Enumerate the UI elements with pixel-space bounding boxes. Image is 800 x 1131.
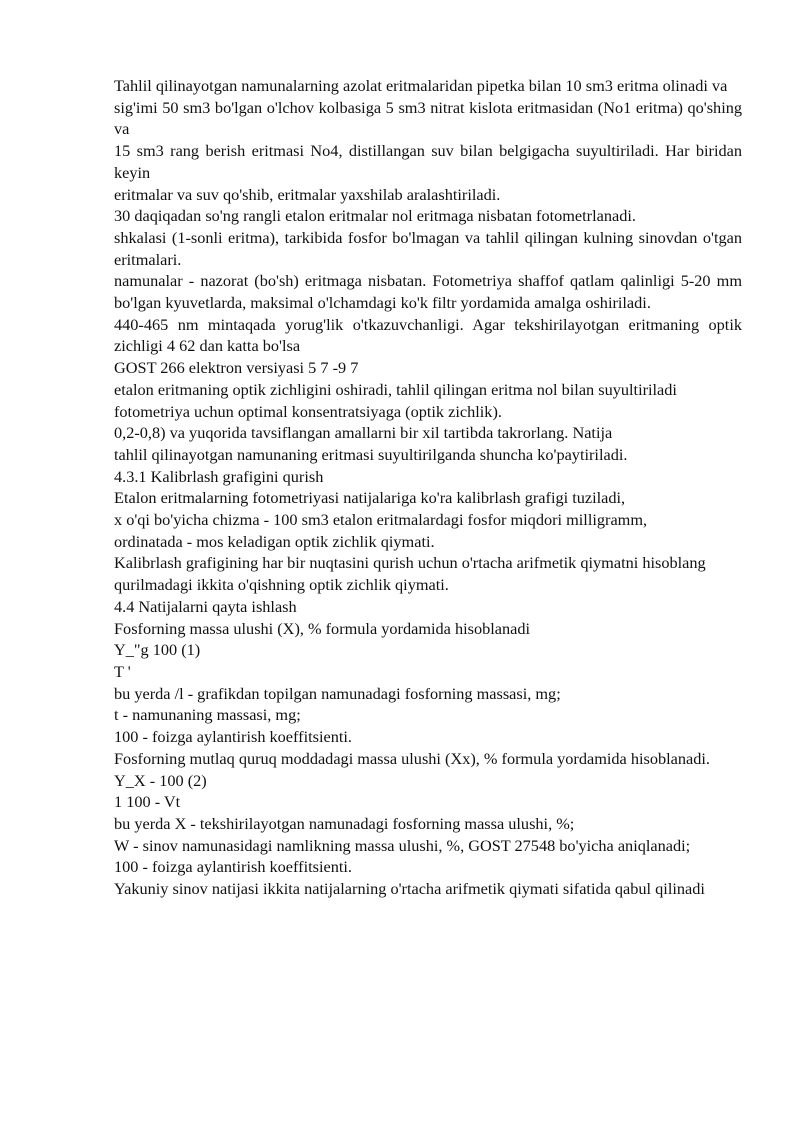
- paragraph: 0,2-0,8) va yuqorida tavsiflangan amallarni bir xil tartibda takrorlang. Natija: [114, 423, 613, 443]
- paragraph: 100 - foizga aylantirish koeffitsienti.: [114, 727, 352, 747]
- formula-line: Y_"g 100 (1): [114, 640, 201, 660]
- paragraph: W - sinov namunasidagi namlikning massa ulushi, %, GOST 27548 bo'yicha aniqlanadi;: [114, 835, 691, 855]
- paragraph: tahlil qilinayotgan namunaning eritmasi suyultirilganda shuncha ko'paytiriladi.: [114, 444, 628, 464]
- paragraph: eritmalar va suv qo'shib, eritmalar yaxshilab aralashtiriladi.: [114, 184, 501, 204]
- paragraph: shkalasi (1-sonli eritma), tarkibida fosfor bo'lmagan va tahlil qilingan kulning sinovdan o'tgan eritmalari.: [114, 227, 742, 269]
- paragraph: ordinatada - mos keladigan optik zichlik qiymati.: [114, 531, 435, 551]
- paragraph: etalon eritmaning optik zichligini oshiradi, tahlil qilingan eritma nol bilan suyultiriladi: [114, 379, 677, 399]
- paragraph: qurilmadagi ikkita o'qishning optik zichlik qiymati.: [114, 575, 449, 595]
- paragraph: Etalon eritmalarning fotometriyasi natijalariga ko'ra kalibrlash grafigi tuziladi,: [114, 488, 626, 508]
- formula-line: T ': [114, 661, 131, 681]
- paragraph: 30 daqiqadan so'ng rangli etalon eritmalar nol eritmaga nisbatan fotometrlanadi.: [114, 206, 636, 226]
- paragraph: GOST 266 elektron versiyasi 5 7 -9 7: [114, 358, 359, 378]
- paragraph: sig'imi 50 sm3 bo'lgan o'lchov kolbasiga 5 sm3 nitrat kislota eritmasidan (No1 eritma) qo'shing va: [114, 97, 742, 139]
- paragraph: bu yerda /l - grafikdan topilgan namunadagi fosforning massasi, mg;: [114, 683, 561, 703]
- paragraph: x o'qi bo'yicha chizma - 100 sm3 etalon eritmalardagi fosfor miqdori milligramm,: [114, 510, 648, 530]
- document-body: [114, 75, 742, 900]
- paragraph: 100 - foizga aylantirish koeffitsienti.: [114, 857, 352, 877]
- paragraph: Yakuniy sinov natijasi ikkita natijalarning o'rtacha arifmetik qiymati sifatida qabul qilinadi: [114, 879, 705, 899]
- paragraph: Tahlil qilinayotgan namunalarning azolat eritmalaridan pipetka bilan 10 sm3 eritma olinadi va: [114, 76, 728, 95]
- paragraph: fotometriya uchun optimal konsentratsiyaga (optik zichlik).: [114, 401, 502, 421]
- formula-line: 1 100 - Vt: [114, 792, 181, 812]
- paragraph: Kalibrlash grafigining har bir nuqtasini qurish uchun o'rtacha arifmetik qiymatni hisoblang: [114, 553, 706, 573]
- section-heading: 4.3.1 Kalibrlash grafigini qurish: [114, 466, 324, 486]
- paragraph: bu yerda X - tekshirilayotgan namunadagi fosforning massa ulushi, %;: [114, 813, 575, 833]
- paragraph: namunalar - nazorat (bo'sh) eritmaga nisbatan. Fotometriya shaffof qatlam qalinligi 5-20 mm bo'lgan kyuvetlarda, maksimal o'lchamdagi ko'k filtr yordamida amalga oshiriladi.: [114, 271, 742, 313]
- paragraph: Fosforning mutlaq quruq moddadagi massa ulushi (Xx), % formula yordamida hisoblanadi.: [114, 748, 710, 768]
- section-heading: 4.4 Natijalarni qayta ishlash: [114, 596, 297, 616]
- paragraph: 15 sm3 rang berish eritmasi No4, distillangan suv bilan belgigacha suyultiriladi. Har biridan keyin: [114, 141, 742, 182]
- formula-line: Y_X - 100 (2): [114, 770, 207, 790]
- paragraph: t - namunaning massasi, mg;: [114, 705, 301, 725]
- paragraph: 440-465 nm mintaqada yorug'lik o'tkazuvchanligi. Agar tekshirilayotgan eritmaning optik zichligi 4 62 dan katta bo'lsa: [114, 314, 742, 356]
- paragraph: Fosforning massa ulushi (X), % formula yordamida hisoblanadi: [114, 618, 531, 638]
